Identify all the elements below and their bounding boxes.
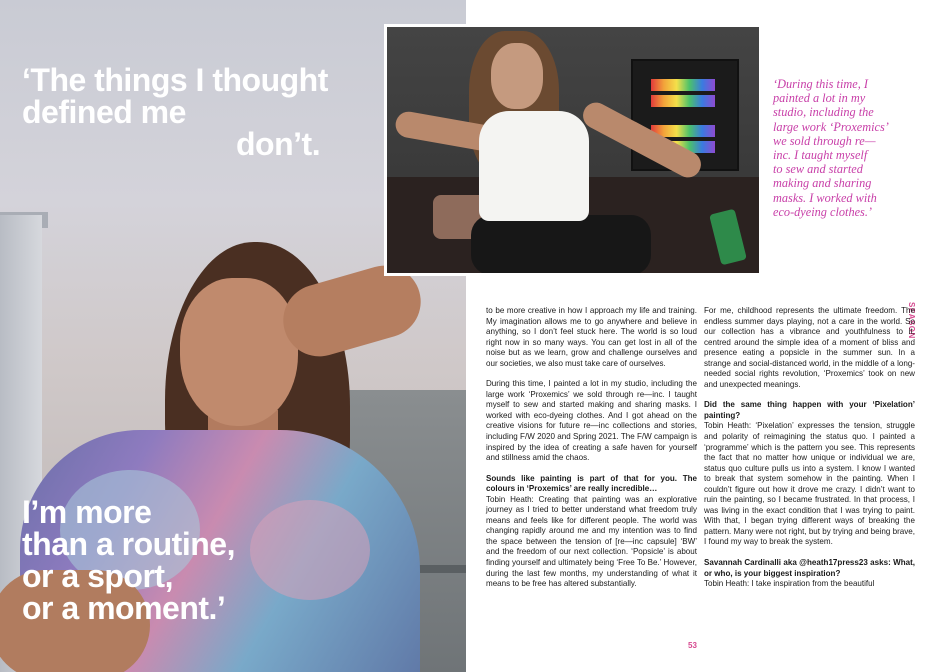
headline-line: than a routine,	[22, 526, 235, 562]
pull-quote	[773, 77, 913, 219]
interview-block	[704, 558, 915, 590]
headline-line: or a moment.’	[22, 590, 226, 626]
body-column-1	[486, 306, 697, 600]
interview-question: Savannah Cardinalli aka @heath17press23 asks: What, or who, is your biggest inspiration?	[704, 558, 915, 578]
headline-line: ‘The things I thought	[22, 62, 328, 98]
headline-quote-top	[22, 64, 402, 160]
body-column-2	[704, 306, 915, 600]
interview-answer: Tobin Heath: I take inspiration from the beautiful	[704, 579, 875, 589]
painting-stripe	[651, 79, 715, 91]
interview-question: Did the same thing happen with your ‘Pixelation’ painting?	[704, 400, 915, 420]
interview-block	[486, 474, 697, 590]
headline-line: or a sport,	[22, 558, 173, 594]
body-paragraph: to be more creative in how I approach my life and training. My imagination allows me to go anywhere and believe in anything, so I don’t feel stuck here. The world is so loud right now in so many ways. You can get lost in all of the noise but as we learn, grow and challenge ourselves and our societies, we also must take care of ourselves.	[486, 306, 697, 368]
body-paragraph: During this time, I painted a lot in my studio, including the large work ‘Proxemics’ we sold through re—inc. I taught myself to sew and started making and sharing masks. I worked with eco-dyeing clothes. And I got ahead on the creative visions for future re—inc collections and stories, including F/W 2020 and Spring 2021. The F/W campaign is inspired by the idea of creating a safe haven for yourself and stillness amid the chaos.	[486, 379, 697, 463]
pull-quote-line: studio, including the	[773, 105, 874, 120]
subject-face	[491, 43, 543, 109]
section-label: SEASON	[907, 302, 916, 339]
painting-stripe	[651, 95, 715, 107]
pull-quote-line: ‘During this time, I	[773, 77, 868, 91]
interview-answer: Tobin Heath: Creating that painting was an explorative journey as I tried to better understand what freedom truly means and feels like for different people. The world was changing rapidly around me and my intention was to find the space between the tension of [re—inc capsule] ‘BW’ and the freedom of our next collection. ‘Popsicle’ is about finding yourself and ultimately being ‘Free To Be.’ However, during the last few months, my understanding of what it means to be free has altered substantially.	[486, 494, 697, 589]
body-paragraph: For me, childhood represents the ultimate freedom. The endless summer days playing, not a care in the world. So our collection has a vibrance and youthfulness to it, centred around the simple idea of a moment of bliss and presence eating a popsicle in the summer sun. In a strange and social-distanced world, in the middle of a long-needed social rights revolution, ‘Proxemics’ took on new and unexpected meanings.	[704, 306, 915, 389]
interview-answer: Tobin Heath: ‘Pixelation’ expresses the tension, struggle and polarity of reimagining the status quo. I painted a ‘programme’ which is the pattern you see. This represents the fact that no matter how unique or individual we are, status quo culture pulls us into a system. I know I wanted to break that system somehow in the painting. When I couldn’t figure out how it drove me crazy. I didn’t want to ruin the painting, so I became frustrated. In that process, I was living in the exact condition that I was trying to paint. With that, I began trying different ways of breaking the pattern. Many were not right, but by trying and being brave, I found my way to break the system.	[704, 421, 915, 547]
pull-quote-line: making and sharing	[773, 176, 872, 191]
pull-quote-line: eco-dyeing clothes.’	[773, 204, 873, 219]
pull-quote-line: we sold through re—	[773, 133, 876, 148]
pull-quote-line: large work ‘Proxemics’	[773, 119, 889, 134]
interview-block	[704, 400, 915, 548]
page-number: 53	[688, 641, 697, 650]
headline-line: I’m more	[22, 494, 152, 530]
subject-face	[180, 278, 298, 426]
inset-photo-frame	[384, 24, 762, 276]
headline-quote-bottom	[22, 496, 442, 624]
interview-question: Sounds like painting is part of that for you. The colours in ‘Proxemics’ are really incredible…	[486, 473, 697, 494]
white-tshirt	[479, 111, 589, 221]
pull-quote-line: to sew and started	[773, 162, 863, 177]
headline-line: defined me	[22, 94, 186, 130]
pull-quote-line: masks. I worked with	[773, 190, 877, 205]
pull-quote-line: inc. I taught myself	[773, 148, 868, 163]
studio-photo	[387, 27, 759, 273]
headline-line: don’t.	[236, 126, 321, 162]
subject-legs	[471, 215, 651, 273]
pull-quote-line: painted a lot in my	[773, 91, 866, 106]
